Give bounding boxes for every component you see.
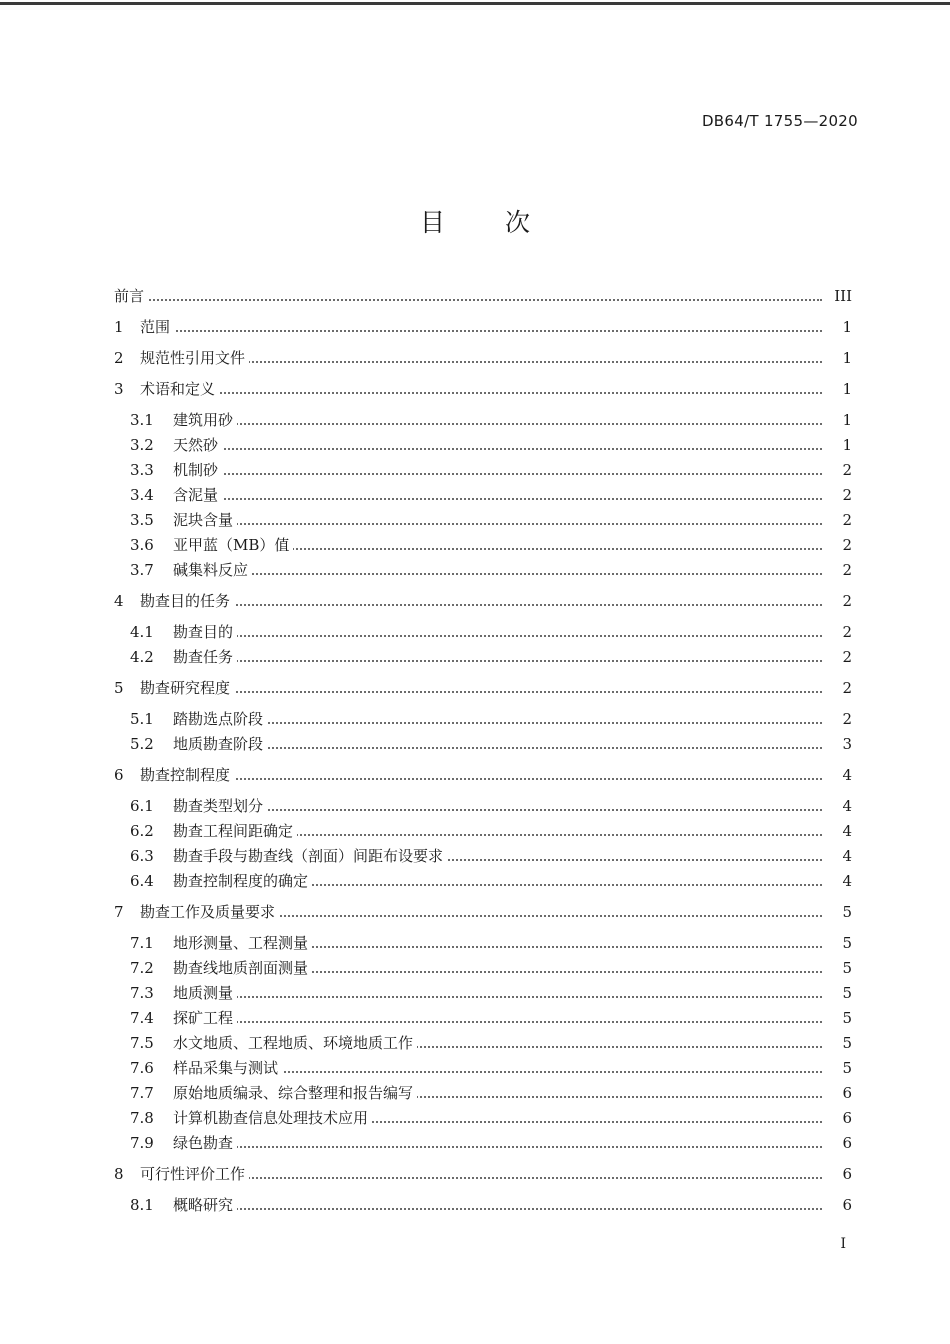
toc-entry-label: 前言	[114, 285, 148, 307]
toc-entry-number: 5	[114, 679, 124, 697]
toc-entry-label: 勘查线地质剖面测量	[173, 957, 312, 979]
toc-entry-label: 踏勘选点阶段	[173, 708, 267, 730]
toc-leader-dots	[140, 330, 822, 332]
toc-leader-dots	[173, 573, 822, 575]
toc-leader-dots	[114, 299, 822, 301]
toc-entry-page: 5	[838, 932, 852, 954]
toc-entry[interactable]	[0, 795, 950, 817]
toc-entry-label: 水文地质、工程地质、环境地质工作	[173, 1032, 417, 1054]
toc-entry-label: 亚甲蓝（MB）值	[173, 534, 293, 556]
toc-entry-number: 4.1	[130, 623, 154, 641]
toc-entry-label: 探矿工程	[173, 1007, 237, 1029]
toc-entry-page: 5	[838, 982, 852, 1004]
toc-entry[interactable]	[0, 764, 950, 786]
toc-leader-dots	[173, 523, 822, 525]
toc-entry[interactable]	[0, 559, 950, 581]
toc-entry[interactable]	[0, 1082, 950, 1104]
toc-entry-page: 6	[838, 1082, 852, 1104]
toc-entry-number: 3.6	[130, 536, 154, 554]
toc-entry-label: 勘查工作及质量要求	[140, 901, 279, 923]
toc-entry[interactable]	[0, 1007, 950, 1029]
toc-entry-label: 勘查工程间距确定	[173, 820, 297, 842]
toc-entry-page: 6	[838, 1194, 852, 1216]
toc-entry[interactable]	[0, 285, 950, 307]
toc-entry-number: 7.8	[130, 1109, 154, 1127]
toc-entry-number: 7.6	[130, 1059, 154, 1077]
toc-entry-number: 7	[114, 903, 124, 921]
toc-entry-page: 1	[838, 316, 852, 338]
toc-entry-page: 2	[838, 621, 852, 643]
toc-entry-number: 7.2	[130, 959, 154, 977]
toc-entry-label: 可行性评价工作	[140, 1163, 249, 1185]
toc-entry-label: 碱集料反应	[173, 559, 252, 581]
toc-entry[interactable]	[0, 901, 950, 923]
toc-entry-number: 5.2	[130, 735, 154, 753]
toc-entry[interactable]	[0, 1132, 950, 1154]
toc-leader-dots	[173, 722, 822, 724]
toc-entry[interactable]	[0, 820, 950, 842]
toc-entry-number: 4.2	[130, 648, 154, 666]
standard-code: DB64/T 1755—2020	[701, 112, 858, 130]
toc-entry-label: 绿色勘查	[173, 1132, 237, 1154]
toc-entry-label: 规范性引用文件	[140, 347, 249, 369]
toc-entry[interactable]	[0, 534, 950, 556]
toc-entry-number: 6	[114, 766, 124, 784]
toc-entry-number: 2	[114, 349, 124, 367]
toc-leader-dots	[173, 996, 822, 998]
toc-entry-label: 地质测量	[173, 982, 237, 1004]
toc-entry-number: 3.4	[130, 486, 154, 504]
toc-entry[interactable]	[0, 509, 950, 531]
toc-entry[interactable]	[0, 378, 950, 400]
toc-leader-dots	[173, 423, 822, 425]
toc-leader-dots	[173, 448, 822, 450]
toc-entry-number: 7.1	[130, 934, 154, 952]
toc-entry[interactable]	[0, 484, 950, 506]
toc-entry-label: 勘查目的	[173, 621, 237, 643]
toc-entry-number: 3.7	[130, 561, 154, 579]
toc-entry[interactable]	[0, 1057, 950, 1079]
toc-leader-dots	[173, 1146, 822, 1148]
toc-entry-page: 4	[838, 870, 852, 892]
toc-entry-label: 建筑用砂	[173, 409, 237, 431]
toc-entry[interactable]	[0, 347, 950, 369]
page-number: I	[840, 1236, 846, 1252]
toc-entry-page: 4	[838, 764, 852, 786]
toc-entry-page: 1	[838, 347, 852, 369]
toc-leader-dots	[173, 747, 822, 749]
toc-entry-number: 4	[114, 592, 124, 610]
toc-entry-page: 2	[838, 677, 852, 699]
toc-entry-page: 2	[838, 559, 852, 581]
toc-entry-number: 3	[114, 380, 124, 398]
toc-entry-number: 7.7	[130, 1084, 154, 1102]
toc-entry[interactable]	[0, 733, 950, 755]
toc-entry-label: 原始地质编录、综合整理和报告编写	[173, 1082, 417, 1104]
toc-leader-dots	[140, 778, 822, 780]
toc-entry[interactable]	[0, 409, 950, 431]
toc-entry-label: 勘查目的任务	[140, 590, 234, 612]
toc-entry-label: 地形测量、工程测量	[173, 932, 312, 954]
toc-entry-label: 概略研究	[173, 1194, 237, 1216]
toc-entry-page: 2	[838, 459, 852, 481]
toc-entry[interactable]	[0, 708, 950, 730]
toc-entry-page: 1	[838, 434, 852, 456]
toc-entry[interactable]	[0, 845, 950, 867]
toc-entry-page: 4	[838, 845, 852, 867]
toc-entry-label: 天然砂	[173, 434, 222, 456]
toc-leader-dots	[173, 1021, 822, 1023]
toc-leader-dots	[140, 604, 822, 606]
toc-entry-label: 术语和定义	[140, 378, 219, 400]
toc-entry-number: 7.4	[130, 1009, 154, 1027]
toc-entry-page: 2	[838, 534, 852, 556]
toc-entry[interactable]	[0, 459, 950, 481]
toc-entry-number: 7.5	[130, 1034, 154, 1052]
toc-entry[interactable]	[0, 957, 950, 979]
toc-entry-page: 5	[838, 901, 852, 923]
toc-entry-label: 机制砂	[173, 459, 222, 481]
toc-entry-number: 6.4	[130, 872, 154, 890]
toc-entry-page: III	[830, 285, 852, 307]
toc-entry-number: 7.9	[130, 1134, 154, 1152]
toc-leader-dots	[173, 498, 822, 500]
toc-entry[interactable]	[0, 870, 950, 892]
toc-entry-number: 1	[114, 318, 124, 336]
toc-entry-page: 2	[838, 484, 852, 506]
toc-entry-page: 2	[838, 590, 852, 612]
toc-entry-label: 勘查研究程度	[140, 677, 234, 699]
toc-entry-page: 2	[838, 646, 852, 668]
toc-entry-label: 勘查控制程度	[140, 764, 234, 786]
toc-entry-page: 6	[838, 1132, 852, 1154]
toc-entry[interactable]	[0, 316, 950, 338]
toc-entry-label: 勘查类型划分	[173, 795, 267, 817]
toc-entry-page: 4	[838, 820, 852, 842]
toc-entry[interactable]	[0, 434, 950, 456]
toc-entry-page: 5	[838, 1007, 852, 1029]
toc-leader-dots	[140, 392, 822, 394]
toc-entry-page: 1	[838, 378, 852, 400]
toc-entry-page: 6	[838, 1163, 852, 1185]
toc-entry-page: 4	[838, 795, 852, 817]
toc-entry[interactable]	[0, 590, 950, 612]
toc-entry[interactable]	[0, 646, 950, 668]
toc-entry[interactable]	[0, 1163, 950, 1185]
toc-entry-number: 3.1	[130, 411, 154, 429]
toc-entry-page: 2	[838, 509, 852, 531]
toc-leader-dots	[140, 691, 822, 693]
toc-entry-number: 5.1	[130, 710, 154, 728]
toc-entry-label: 勘查任务	[173, 646, 237, 668]
toc-entry-number: 7.3	[130, 984, 154, 1002]
toc-leader-dots	[173, 1208, 822, 1210]
toc-entry-number: 3.5	[130, 511, 154, 529]
toc-entry-label: 地质勘查阶段	[173, 733, 267, 755]
toc-leader-dots	[173, 635, 822, 637]
toc-entry[interactable]	[0, 621, 950, 643]
toc-leader-dots	[173, 809, 822, 811]
toc-entry-page: 1	[838, 409, 852, 431]
toc-entry-page: 6	[838, 1107, 852, 1129]
toc-entry-page: 5	[838, 957, 852, 979]
toc-entry[interactable]	[0, 932, 950, 954]
toc-leader-dots	[173, 660, 822, 662]
toc-entry-page: 5	[838, 1032, 852, 1054]
toc-entry-label: 勘查手段与勘查线（剖面）间距布设要求	[173, 845, 447, 867]
toc-entry-label: 泥块含量	[173, 509, 237, 531]
toc-entry[interactable]	[0, 1032, 950, 1054]
toc-leader-dots	[173, 473, 822, 475]
toc-entry-page: 3	[838, 733, 852, 755]
page-title: 目 次	[420, 208, 556, 237]
toc-entry-number: 3.2	[130, 436, 154, 454]
toc-entry-number: 8	[114, 1165, 124, 1183]
toc-entry-page: 2	[838, 708, 852, 730]
toc-entry-number: 6.1	[130, 797, 154, 815]
toc-entry[interactable]	[0, 1194, 950, 1216]
toc-entry-number: 6.2	[130, 822, 154, 840]
toc-entry-label: 含泥量	[173, 484, 222, 506]
toc-entry-number: 3.3	[130, 461, 154, 479]
toc-entry-number: 8.1	[130, 1196, 154, 1214]
toc-entry-label: 计算机勘查信息处理技术应用	[173, 1107, 372, 1129]
toc-entry[interactable]	[0, 677, 950, 699]
toc-entry-label: 样品采集与测试	[173, 1057, 282, 1079]
toc-entry-page: 5	[838, 1057, 852, 1079]
toc-entry-number: 6.3	[130, 847, 154, 865]
toc-entry[interactable]	[0, 1107, 950, 1129]
toc-entry[interactable]	[0, 982, 950, 1004]
toc-entry-label: 范围	[140, 316, 174, 338]
toc-entry-label: 勘查控制程度的确定	[173, 870, 312, 892]
